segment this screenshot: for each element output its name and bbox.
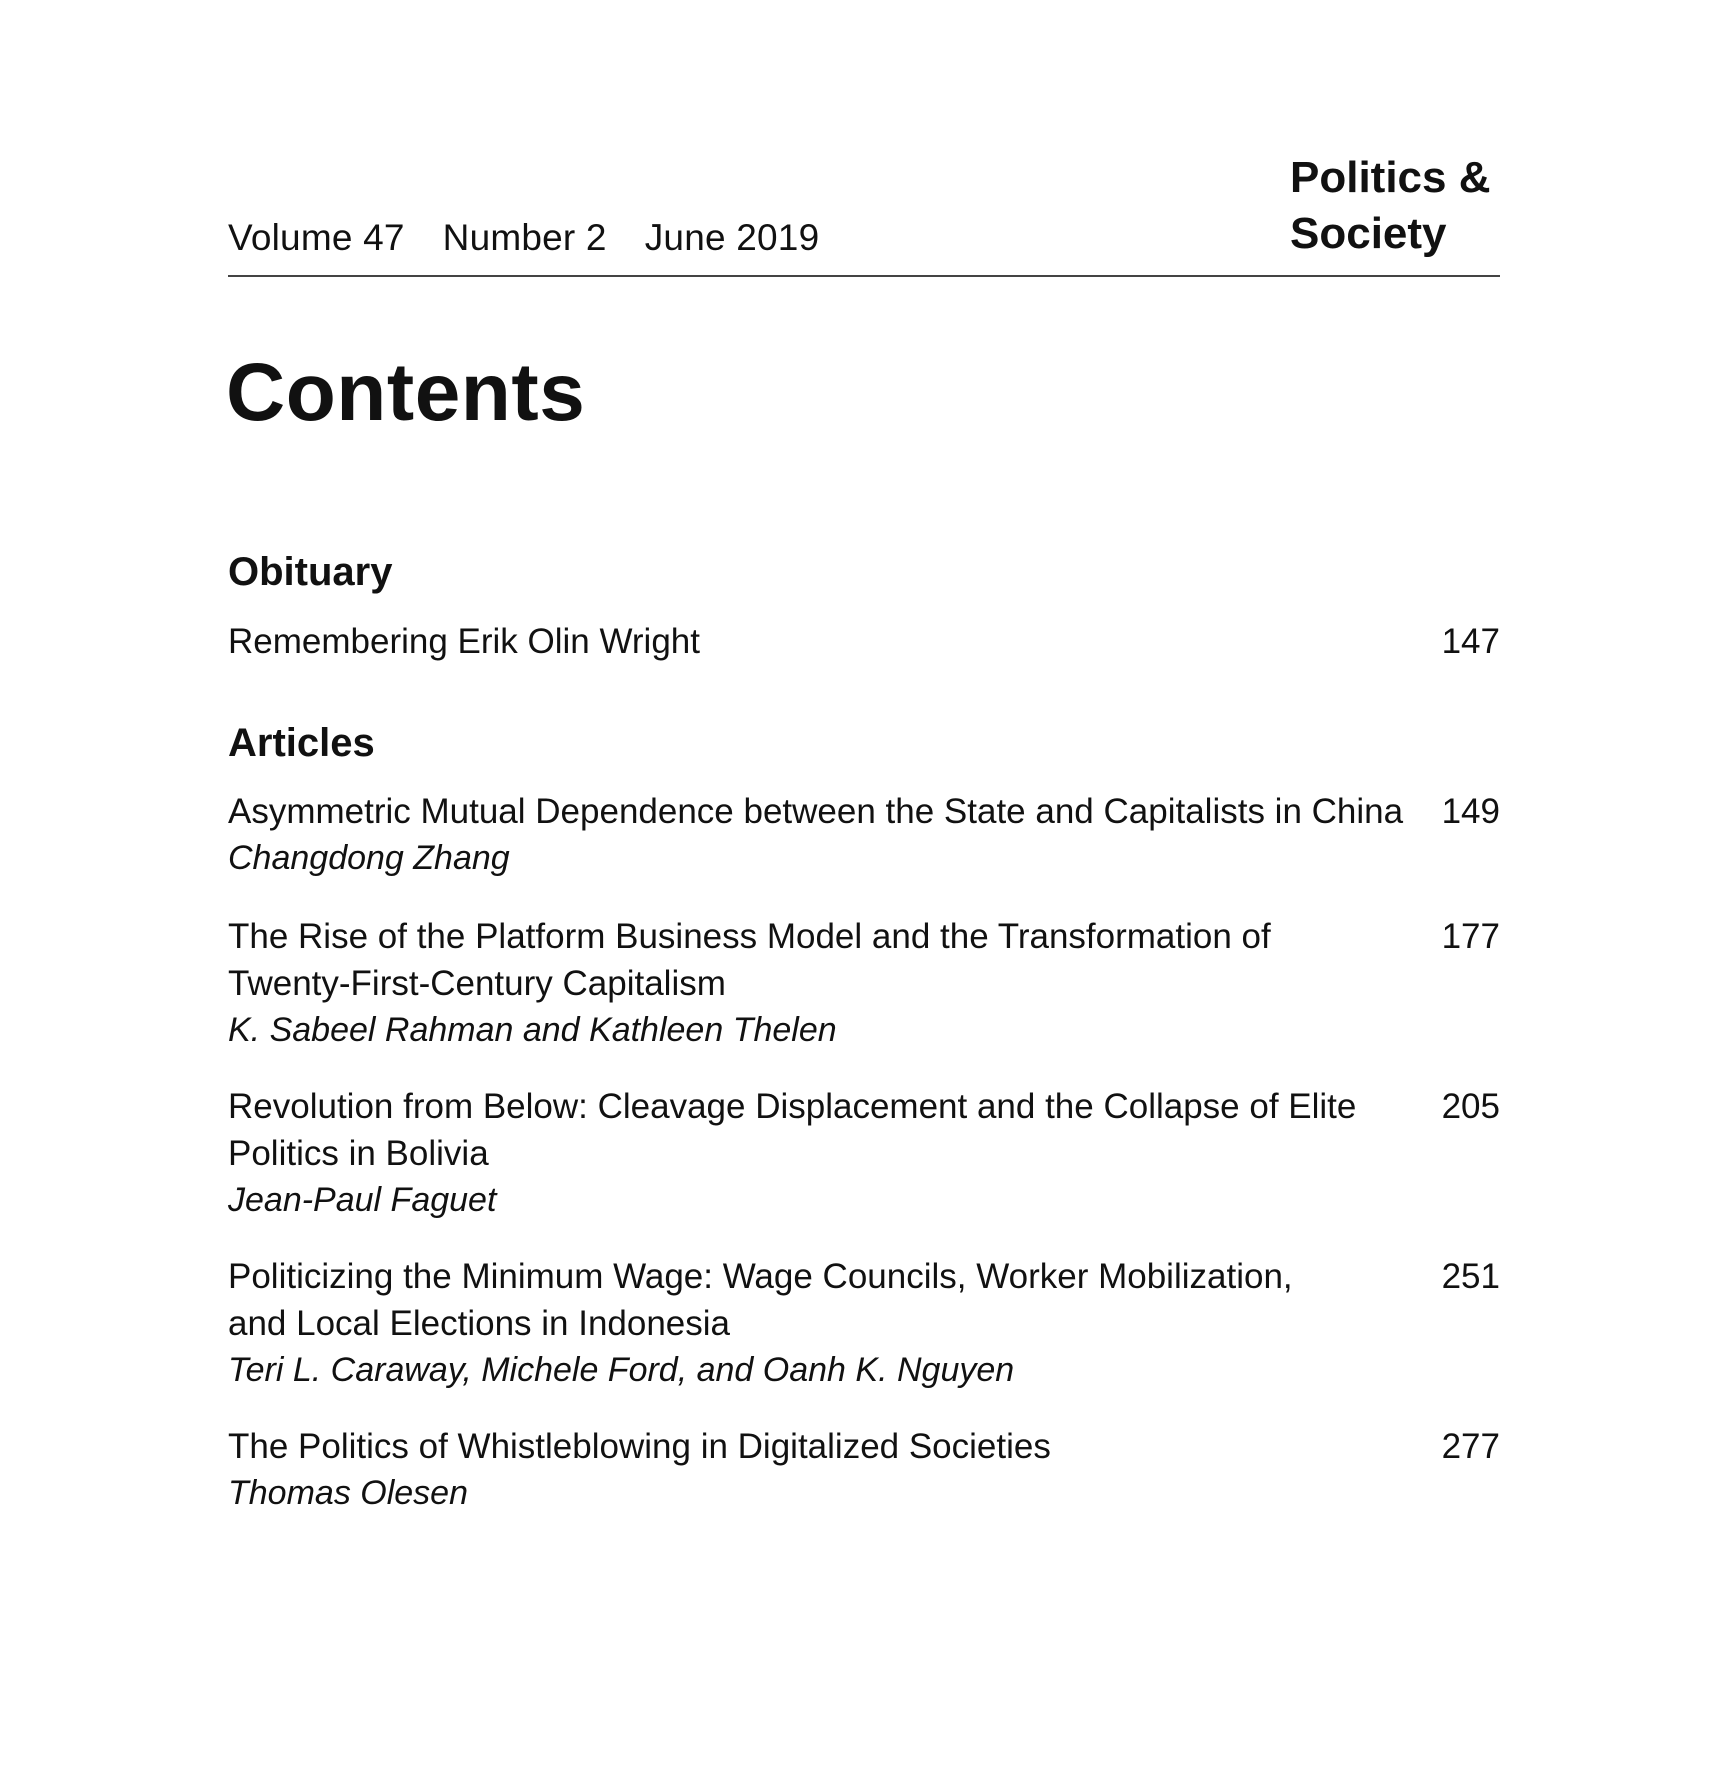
entry-authors: Teri L. Caraway, Michele Ford, and Oanh K. Nguyen — [228, 1351, 1015, 1389]
page-number: 277 — [1441, 1427, 1500, 1466]
entry-title-line: The Politics of Whistleblowing in Digitalized Societies — [228, 1427, 1051, 1466]
journal-title-line-2: Society — [1290, 209, 1447, 258]
section-heading-obituary: Obituary — [228, 550, 393, 594]
contents-page — [228, 0, 1500, 1782]
entry-authors: Changdong Zhang — [228, 839, 510, 877]
page-number: 205 — [1441, 1087, 1500, 1126]
journal-title-line-1: Politics & — [1290, 153, 1491, 202]
entry-title-line: Twenty-First-Century Capitalism — [228, 964, 726, 1003]
page-number: 251 — [1441, 1257, 1500, 1296]
entry-title — [228, 788, 1408, 835]
entry-title — [228, 1423, 1408, 1470]
entry-title — [228, 1253, 1408, 1347]
page-title: Contents — [226, 347, 586, 438]
entry-title-line: and Local Elections in Indonesia — [228, 1304, 731, 1343]
entry-title-line: Politicizing the Minimum Wage: Wage Councils, Worker Mobilization, — [228, 1257, 1293, 1296]
toc-entry[interactable] — [228, 1253, 1500, 1393]
entry-title — [228, 913, 1408, 1007]
toc-entry[interactable] — [228, 1083, 1500, 1223]
toc-entry[interactable] — [228, 618, 1500, 665]
section-heading-articles: Articles — [228, 721, 375, 765]
entry-title-line: Politics in Bolivia — [228, 1134, 489, 1173]
toc-entry[interactable] — [228, 1423, 1500, 1516]
entry-title-line: Asymmetric Mutual Dependence between the State and Capitalists in China — [228, 792, 1404, 831]
date-label: June 2019 — [644, 217, 820, 258]
masthead — [228, 150, 1500, 277]
entry-title-line: Remembering Erik Olin Wright — [228, 622, 700, 661]
entry-title — [228, 1083, 1408, 1177]
entry-title — [228, 618, 1408, 665]
page-number: 149 — [1441, 792, 1500, 831]
entry-authors: K. Sabeel Rahman and Kathleen Thelen — [228, 1011, 837, 1049]
entry-authors: Thomas Olesen — [228, 1474, 468, 1512]
entry-title-line: The Rise of the Platform Business Model and the Transformation of — [228, 917, 1271, 956]
entry-authors: Jean-Paul Faguet — [228, 1181, 497, 1219]
toc-entry[interactable] — [228, 788, 1500, 881]
number-label: Number 2 — [442, 217, 607, 258]
page-number: 147 — [1441, 622, 1500, 661]
toc-entry[interactable] — [228, 913, 1500, 1053]
journal-title — [1290, 150, 1500, 262]
page-number: 177 — [1441, 917, 1500, 956]
volume-label: Volume 47 — [228, 217, 405, 258]
issue-info — [228, 217, 857, 259]
entry-title-line: Revolution from Below: Cleavage Displacement and the Collapse of Elite — [228, 1087, 1357, 1126]
